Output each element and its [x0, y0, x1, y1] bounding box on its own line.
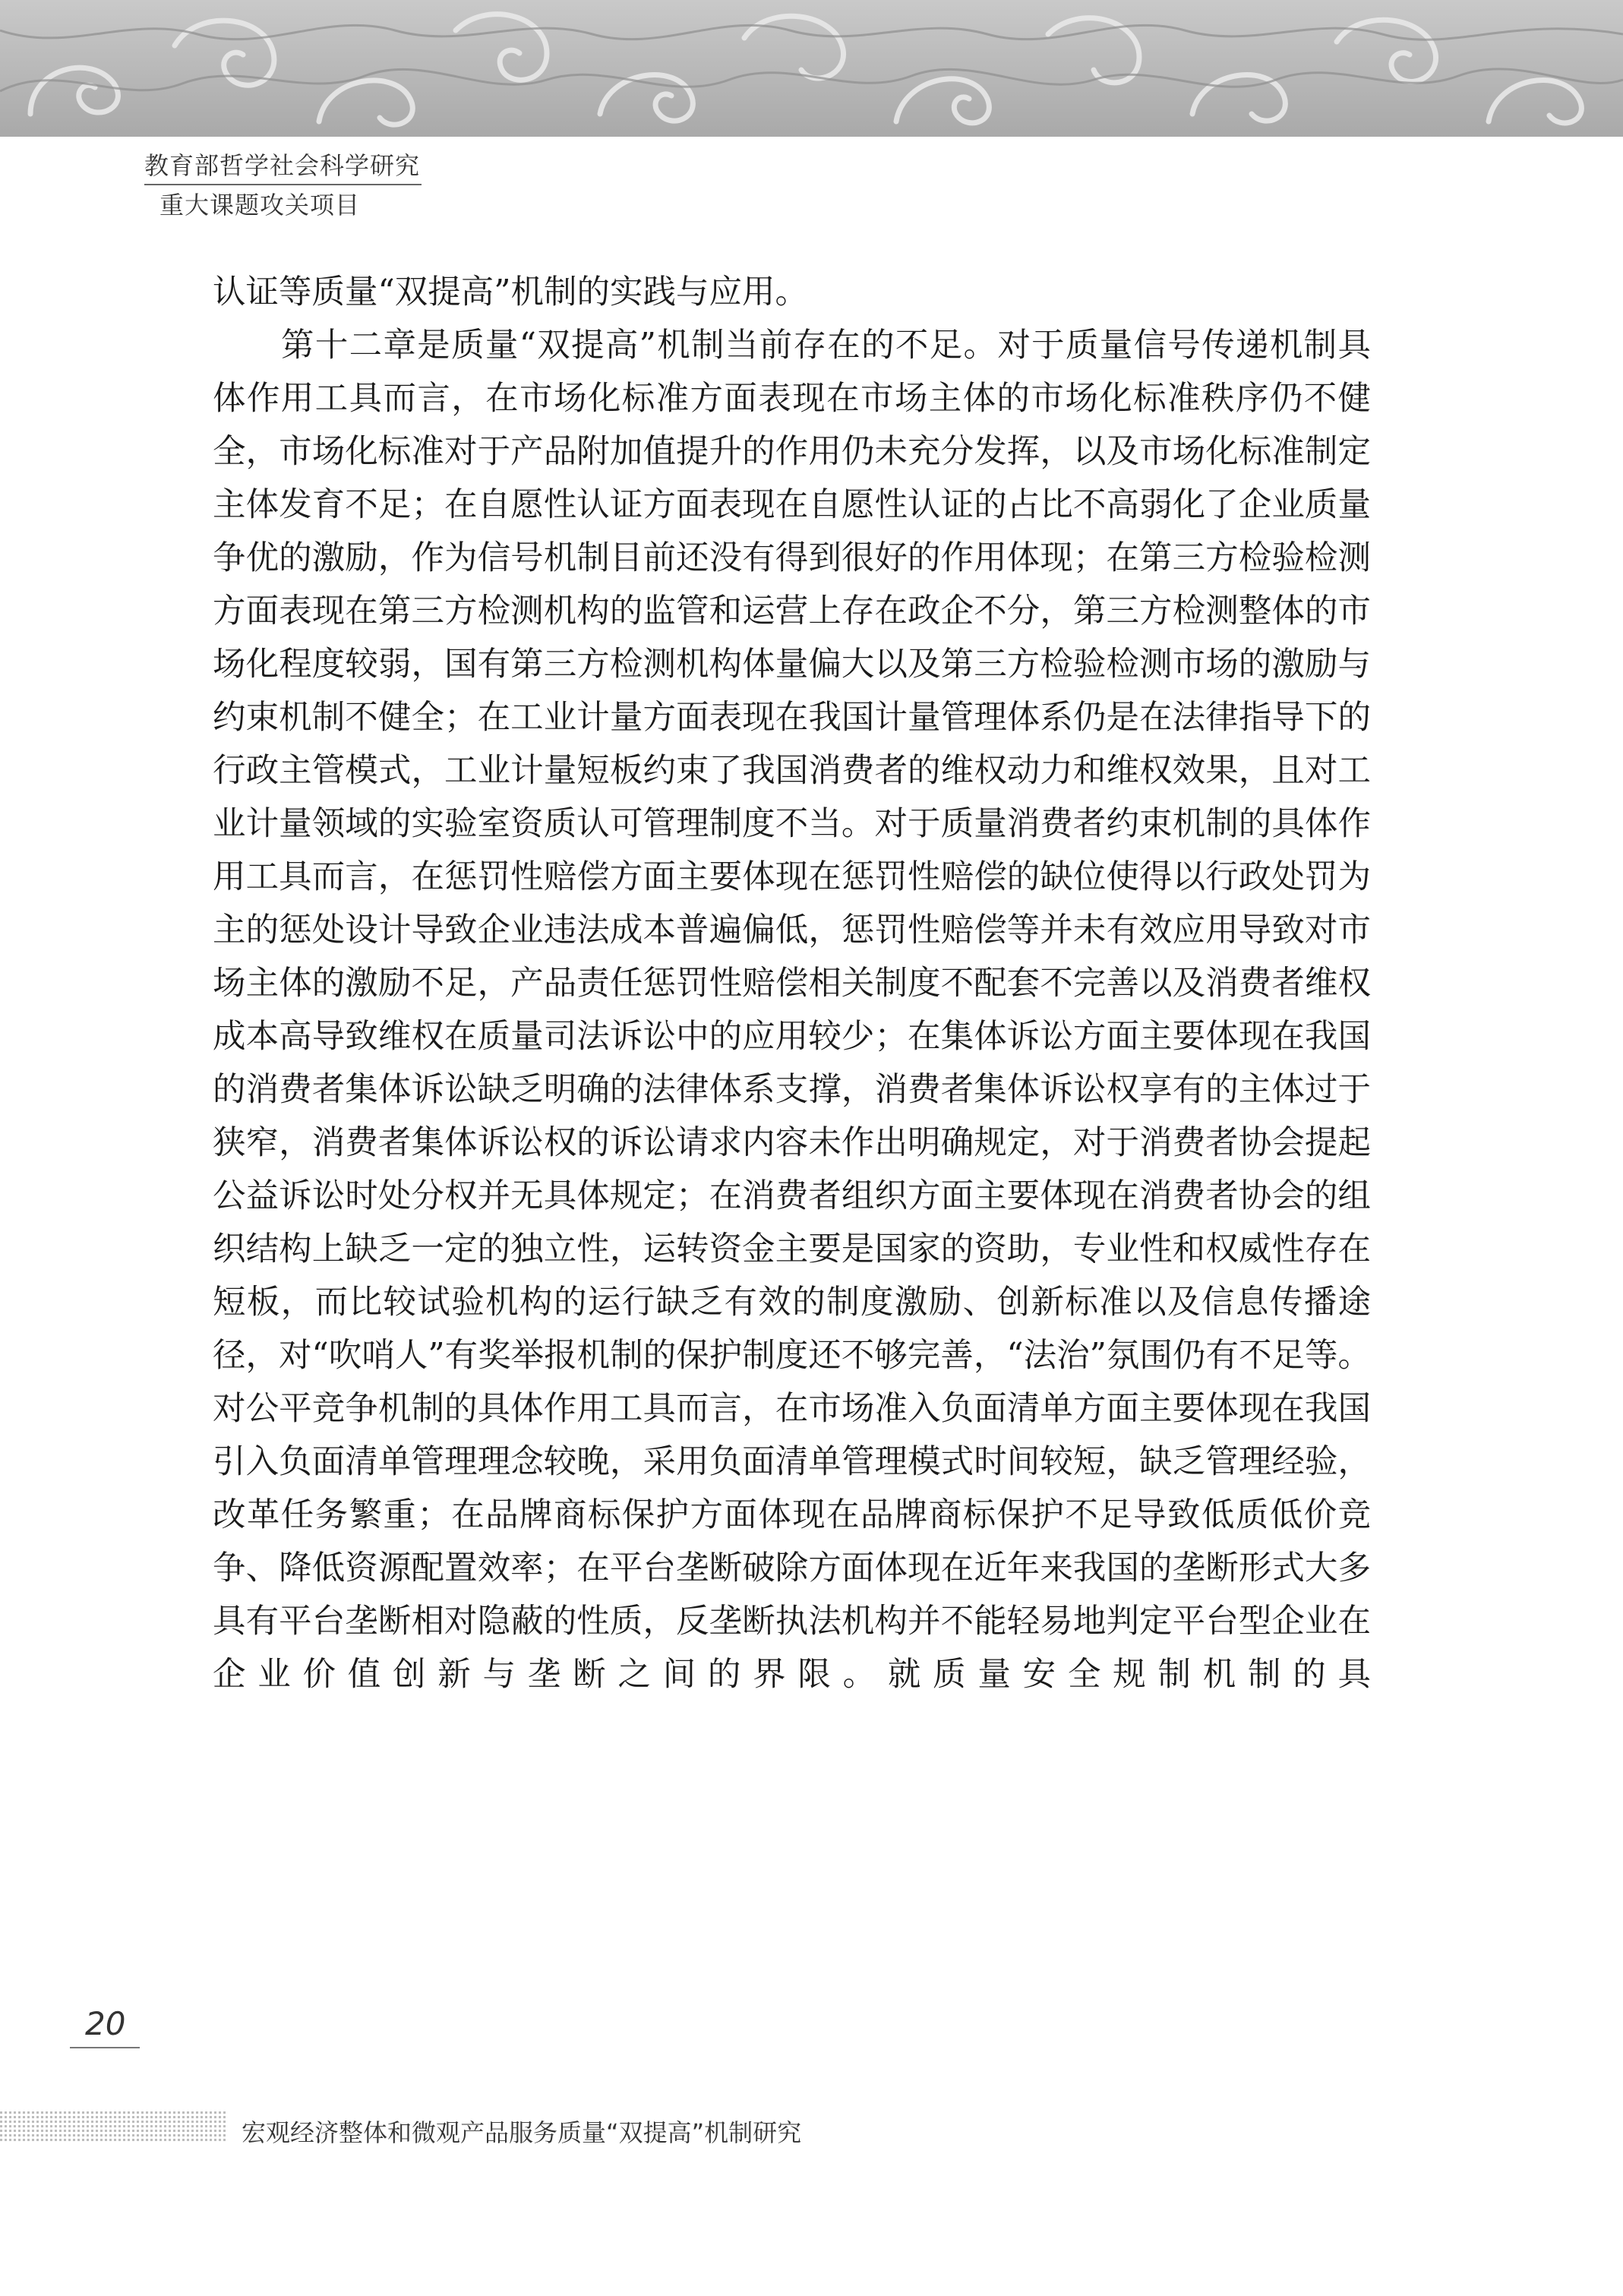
footer-book-title: 宏观经济整体和微观产品服务质量“双提高”机制研究 [242, 2118, 802, 2147]
body-text [213, 266, 1371, 1701]
paragraph-chapter-twelve: 第十二章是质量“双提高”机制当前存在的不足。对于质量信号传递机制具体作用工具而言，在市场化标准方面表现在市场主体的市场化标准秩序仍不健全，市场化标准对于产品附加值提升的作用仍未充分发挥，以及市场化标准制定主体发育不足；在自愿性认证方面表现在自愿性认证的占比不高弱化了企业质量争优的激励，作为信号机制目前还没有得到很好的作用体现；在第三方检验检测方面表现在第三方检测机构的监管和运营上存在政企不分，第三方检测整体的市场化程度较弱，国有第三方检测机构体量偏大以及第三方检验检测市场的激励与约束机制不健全；在工业计量方面表现在我国计量管理体系仍是在法律指导下的行政主管模式，工业计量短板约束了我国消费者的维权动力和维权效果，且对工业计量领域的实验室资质认可管理制度不当。对于质量消费者约束机制的具体作用工具而言，在惩罚性赔偿方面主要体现在惩罚性赔偿的缺位使得以行政处罚为主的惩处设计导致企业违法成本普遍偏低，惩罚性赔偿等并未有效应用导致对市场主体的激励不足，产品责任惩罚性赔偿相关制度不配套不完善以及消费者维权成本高导致维权在质量司法诉讼中的应用较少；在集体诉讼方面主要体现在我国的消费者集体诉讼缺乏明确的法律体系支撑，消费者集体诉讼权享有的主体过于狭窄，消费者集体诉讼权的诉讼请求内容未作出明确规定，对于消费者协会提起公益诉讼时处分权并无具体规定；在消费者组织方面主要体现在消费者协会的组织结构上缺乏一定的独立性，运转资金主要是国家的资助，专业性和权威性存在短板，而比较试验机构的运行缺乏有效的制度激励、创新标准以及信息传播途径，对“吹哨人”有奖举报机制的保护制度还不够完善，“法治”氛围仍有不足等。对公平竞争机制的具体作用工具而言，在市场准入负面清单方面主要体现在我国引入负面清单管理理念较晚，采用负面清单管理模式时间较短，缺乏管理经验，改革任务繁重；在品牌商标保护方面体现在品牌商标保护不足导致低质低价竞争、降低资源配置效率；在平台垄断破除方面体现在近年来我国的垄断形式大多具有平台垄断相对隐蔽的性质，反垄断执法机构并不能轻易地判定平台型企业在企业价值创新与垄断之间的界限。就质量安全规制机制的具 [213, 327, 1371, 1694]
series-header-line-1: 教育部哲学社会科学研究 [144, 151, 421, 180]
page-number: 20 [85, 2005, 126, 2042]
series-header-rule [144, 184, 422, 185]
page-number-rule [70, 2047, 140, 2048]
footer-dot-pattern [0, 2111, 228, 2142]
series-header [144, 149, 422, 222]
paragraph-continuation: 认证等质量“双提高”机制的实践与应用。 [213, 273, 808, 311]
decorative-cloud-banner [0, 0, 1623, 137]
series-header-line-2: 重大课题攻关项目 [159, 191, 361, 219]
